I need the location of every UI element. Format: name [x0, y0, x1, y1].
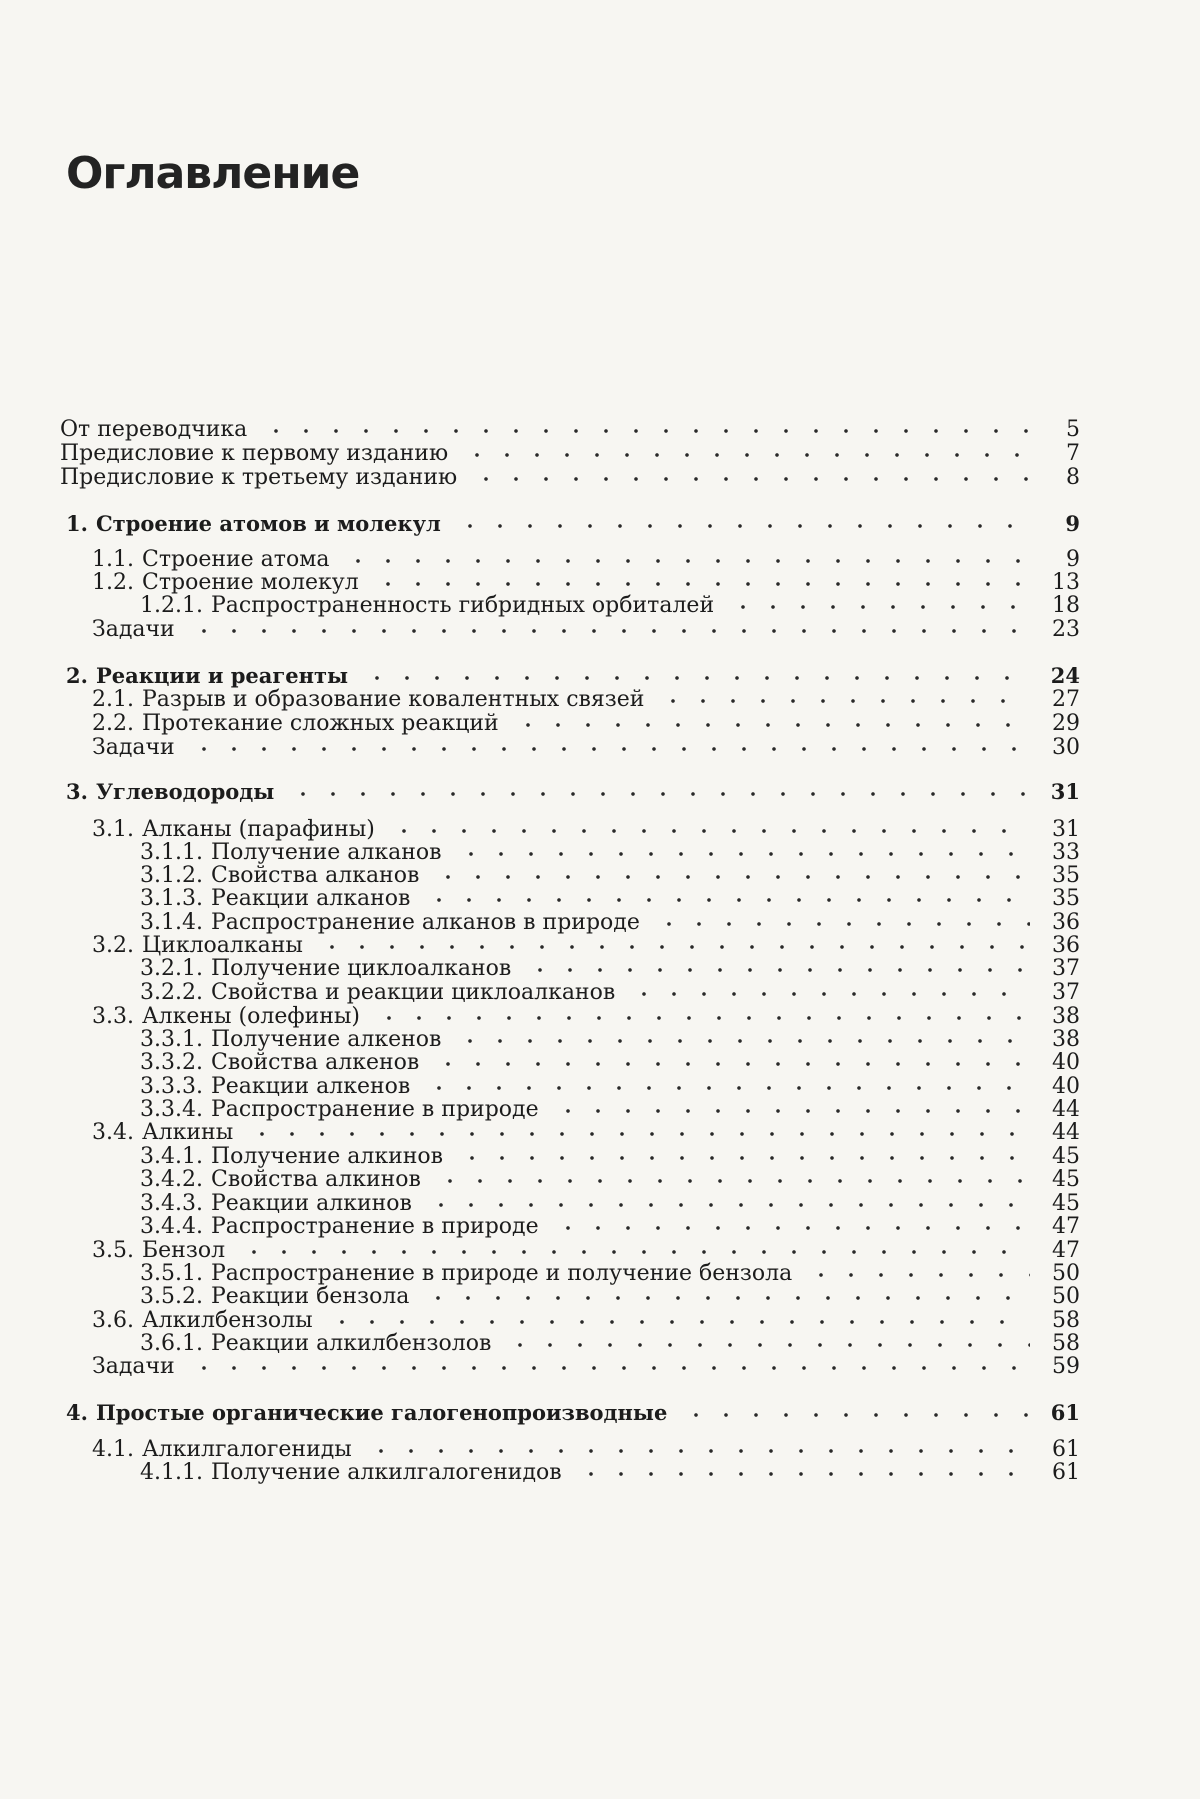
toc-entry-page: 24: [1044, 663, 1080, 689]
toc-entry-number: 3.6.1.: [140, 1331, 203, 1357]
toc-entry-number: 3.4.4.: [140, 1214, 203, 1240]
toc-subsection[interactable]: [140, 1043, 1080, 1069]
toc-entry-number: 4.: [66, 1400, 88, 1426]
toc-entry-number: 2.2.: [92, 711, 134, 737]
toc-entry-title: Распространение в природе и получение бензола: [211, 1261, 792, 1287]
toc-entry-page: 33: [1044, 840, 1080, 866]
toc-subsection[interactable]: [140, 973, 1080, 999]
dot-leader: [658, 680, 1030, 706]
toc-entry-page: 27: [1044, 687, 1080, 713]
toc-entry-number: 3.3.: [92, 1004, 134, 1030]
toc-entry-title: Алкилгалогениды: [142, 1437, 352, 1463]
toc-entry-number: 1.2.1.: [140, 593, 203, 619]
toc-entry-number: 4.1.1.: [140, 1460, 203, 1486]
toc-entry-title: Строение атома: [142, 547, 329, 573]
toc-entry-title: Свойства и реакции циклоалканов: [211, 980, 615, 1006]
dot-leader: [189, 728, 1030, 754]
toc-entry-number: 3.2.1.: [140, 956, 203, 982]
toc-entry-page: 23: [1044, 617, 1080, 643]
toc-subsection[interactable]: [140, 1160, 1080, 1186]
dot-leader: [247, 1113, 1030, 1139]
toc-entry-title: Предисловие к третьему изданию: [60, 465, 457, 491]
toc-entry-number: 3.5.2.: [140, 1284, 203, 1310]
toc-section[interactable]: [92, 704, 1080, 730]
toc-entry-page: 50: [1044, 1284, 1080, 1310]
toc-entry-number: 3.1.2.: [140, 863, 203, 889]
toc-entry-title: Реакции алкенов: [211, 1074, 410, 1100]
toc-entry-title: Задачи: [92, 1354, 175, 1380]
toc-entry-page: 44: [1044, 1120, 1080, 1146]
dot-leader: [455, 505, 1030, 531]
toc-entry-number: 3.5.: [92, 1238, 134, 1264]
toc-entry-title: Распространение алканов в природе: [211, 910, 640, 936]
toc-entry-title: От переводчика: [60, 417, 247, 443]
toc-entry-number: 3.1.1.: [140, 840, 203, 866]
toc-subsection[interactable]: [140, 879, 1080, 905]
toc-entry-title: Реакции алкилбензолов: [211, 1331, 491, 1357]
dot-leader: [553, 1207, 1030, 1233]
dot-leader: [424, 879, 1030, 905]
dot-leader: [189, 610, 1030, 636]
toc-entry-number: 4.1.: [92, 1437, 134, 1463]
toc-entry-title: Свойства алкенов: [211, 1050, 419, 1076]
dot-leader: [423, 1277, 1030, 1303]
toc-entry-number: 3.2.2.: [140, 980, 203, 1006]
toc-front-matter-item[interactable]: [60, 458, 1080, 484]
dot-leader: [576, 1453, 1030, 1479]
toc-entry-title: Получение алкилгалогенидов: [211, 1460, 562, 1486]
toc-entry-page: 45: [1044, 1167, 1080, 1193]
toc-entry-title: Углеводороды: [96, 779, 274, 805]
toc-entry-number: 3.3.2.: [140, 1050, 203, 1076]
toc-entry-page: 58: [1044, 1331, 1080, 1357]
dot-leader: [525, 949, 1030, 975]
toc-entry-page: 9: [1044, 511, 1080, 537]
toc-entry-page: 61: [1044, 1400, 1080, 1426]
toc-entry-page: 38: [1044, 1027, 1080, 1053]
toc-entry-title: Реакции алкинов: [211, 1191, 412, 1217]
toc-entry-page: 13: [1044, 570, 1080, 596]
toc-entry-page: 7: [1044, 441, 1080, 467]
dot-leader: [435, 1160, 1030, 1186]
toc-subsection[interactable]: [140, 1453, 1080, 1479]
toc-entry-number: 3.4.1.: [140, 1144, 203, 1170]
toc-entry-page: 47: [1044, 1214, 1080, 1240]
toc-subsection[interactable]: [140, 1207, 1080, 1233]
toc-entry-title: Получение алкинов: [211, 1144, 443, 1170]
toc-entry-page: 50: [1044, 1261, 1080, 1287]
toc-entry-title: Получение циклоалканов: [211, 956, 511, 982]
dot-leader: [261, 410, 1030, 436]
dot-leader: [288, 773, 1030, 799]
toc-entry-number: 3.4.: [92, 1120, 134, 1146]
toc-entry-title: Простые органические галогенопроизводные: [96, 1400, 667, 1426]
toc-entry-number: 2.: [66, 663, 88, 689]
toc-entry-title: Бензол: [142, 1238, 225, 1264]
toc-entry-number: 1.: [66, 511, 88, 537]
toc-entry-page: 31: [1044, 817, 1080, 843]
toc-entry-page: 37: [1044, 956, 1080, 982]
dot-leader: [189, 1347, 1030, 1373]
toc-entry-number: 3.1.: [92, 817, 134, 843]
toc-entry-title: Строение атомов и молекул: [96, 511, 441, 537]
toc-entry-number: 3.3.3.: [140, 1074, 203, 1100]
toc-entry-page: 40: [1044, 1074, 1080, 1100]
toc-entry-title: Строение молекул: [142, 570, 359, 596]
toc-entry-page: 35: [1044, 863, 1080, 889]
toc-entry-page: 18: [1044, 593, 1080, 619]
toc-entry-number: 3.4.2.: [140, 1167, 203, 1193]
toc-section[interactable]: [92, 1347, 1080, 1373]
toc-entry-title: Свойства алкинов: [211, 1167, 421, 1193]
toc-entry-page: 35: [1044, 886, 1080, 912]
toc-entry-number: 3.6.: [92, 1308, 134, 1334]
toc-entry-page: 61: [1044, 1460, 1080, 1486]
toc-front-matter-item[interactable]: [60, 434, 1080, 460]
toc-entry-number: 3.4.3.: [140, 1191, 203, 1217]
toc-entry-page: 47: [1044, 1238, 1080, 1264]
toc-entry-title: Алкины: [142, 1120, 233, 1146]
toc-entry-number: 3.1.3.: [140, 886, 203, 912]
toc-section[interactable]: [92, 680, 1080, 706]
toc-page: [0, 0, 1200, 1799]
toc-entry-title: Реакции бензола: [211, 1284, 409, 1310]
toc-entry-number: 2.1.: [92, 687, 134, 713]
toc-entry-page: 8: [1044, 465, 1080, 491]
toc-entry-title: Реакции алканов: [211, 886, 410, 912]
toc-entry-title: Задачи: [92, 617, 175, 643]
toc-entry-page: 9: [1044, 547, 1080, 573]
toc-entry-page: 36: [1044, 933, 1080, 959]
dot-leader: [513, 704, 1030, 730]
toc-chapter[interactable]: [66, 1394, 1080, 1420]
dot-leader: [629, 973, 1030, 999]
toc-chapter[interactable]: [66, 773, 1080, 799]
dot-leader: [433, 1043, 1030, 1069]
toc-entry-page: 58: [1044, 1308, 1080, 1334]
toc-entry-title: Реакции и реагенты: [96, 663, 348, 689]
toc-entry-title: Распространение в природе: [211, 1214, 539, 1240]
toc-section[interactable]: [92, 1113, 1080, 1139]
toc-entry-title: Алкены (олефины): [142, 1004, 360, 1030]
toc-entry-number: 3.1.4.: [140, 910, 203, 936]
toc-entry-page: 45: [1044, 1191, 1080, 1217]
toc-entry-title: Задачи: [92, 735, 175, 761]
toc-entry-page: 44: [1044, 1097, 1080, 1123]
toc-entry-page: 31: [1044, 779, 1080, 805]
toc-entry-number: 1.1.: [92, 547, 134, 573]
toc-chapter[interactable]: [66, 505, 1080, 531]
toc-entry-title: Разрыв и образование ковалентных связей: [142, 687, 645, 713]
toc-entry-title: Распространенность гибридных орбиталей: [211, 593, 714, 619]
toc-entry-page: 45: [1044, 1144, 1080, 1170]
toc-entry-title: Предисловие к первому изданию: [60, 441, 448, 467]
dot-leader: [462, 434, 1030, 460]
toc-entry-number: 3.5.1.: [140, 1261, 203, 1287]
toc-section[interactable]: [92, 610, 1080, 636]
dot-leader: [471, 458, 1030, 484]
toc-entry-number: 3.: [66, 779, 88, 805]
toc-entry-number: 3.2.: [92, 933, 134, 959]
toc-entry-page: 61: [1044, 1437, 1080, 1463]
toc-entry-title: Свойства алканов: [211, 863, 419, 889]
toc-entry-title: Алканы (парафины): [142, 817, 375, 843]
toc-entry-title: Распространение в природе: [211, 1097, 539, 1123]
toc-entry-number: 3.3.1.: [140, 1027, 203, 1053]
toc-entry-title: Получение алкенов: [211, 1027, 441, 1053]
toc-entry-title: Алкилбензолы: [142, 1308, 313, 1334]
toc-subsection[interactable]: [140, 949, 1080, 975]
toc-entry-page: 36: [1044, 910, 1080, 936]
toc-entry-title: Получение алканов: [211, 840, 442, 866]
toc-entry-page: 40: [1044, 1050, 1080, 1076]
toc-entry-title: Циклоалканы: [142, 933, 303, 959]
toc-front-matter-item[interactable]: [60, 410, 1080, 436]
toc-subsection[interactable]: [140, 586, 1080, 612]
toc-entry-page: 29: [1044, 711, 1080, 737]
toc-entry-page: 38: [1044, 1004, 1080, 1030]
dot-leader: [681, 1394, 1030, 1420]
toc-entry-page: 5: [1044, 417, 1080, 443]
toc-entry-page: 30: [1044, 735, 1080, 761]
toc-entry-page: 59: [1044, 1354, 1080, 1380]
dot-leader: [728, 586, 1030, 612]
toc-section[interactable]: [92, 728, 1080, 754]
toc-entry-number: 1.2.: [92, 570, 134, 596]
toc-subsection[interactable]: [140, 1277, 1080, 1303]
toc-entry-title: Протекание сложных реакций: [142, 711, 499, 737]
toc-entry-page: 37: [1044, 980, 1080, 1006]
toc-entry-number: 3.3.4.: [140, 1097, 203, 1123]
page-title: Оглавление: [66, 148, 359, 199]
